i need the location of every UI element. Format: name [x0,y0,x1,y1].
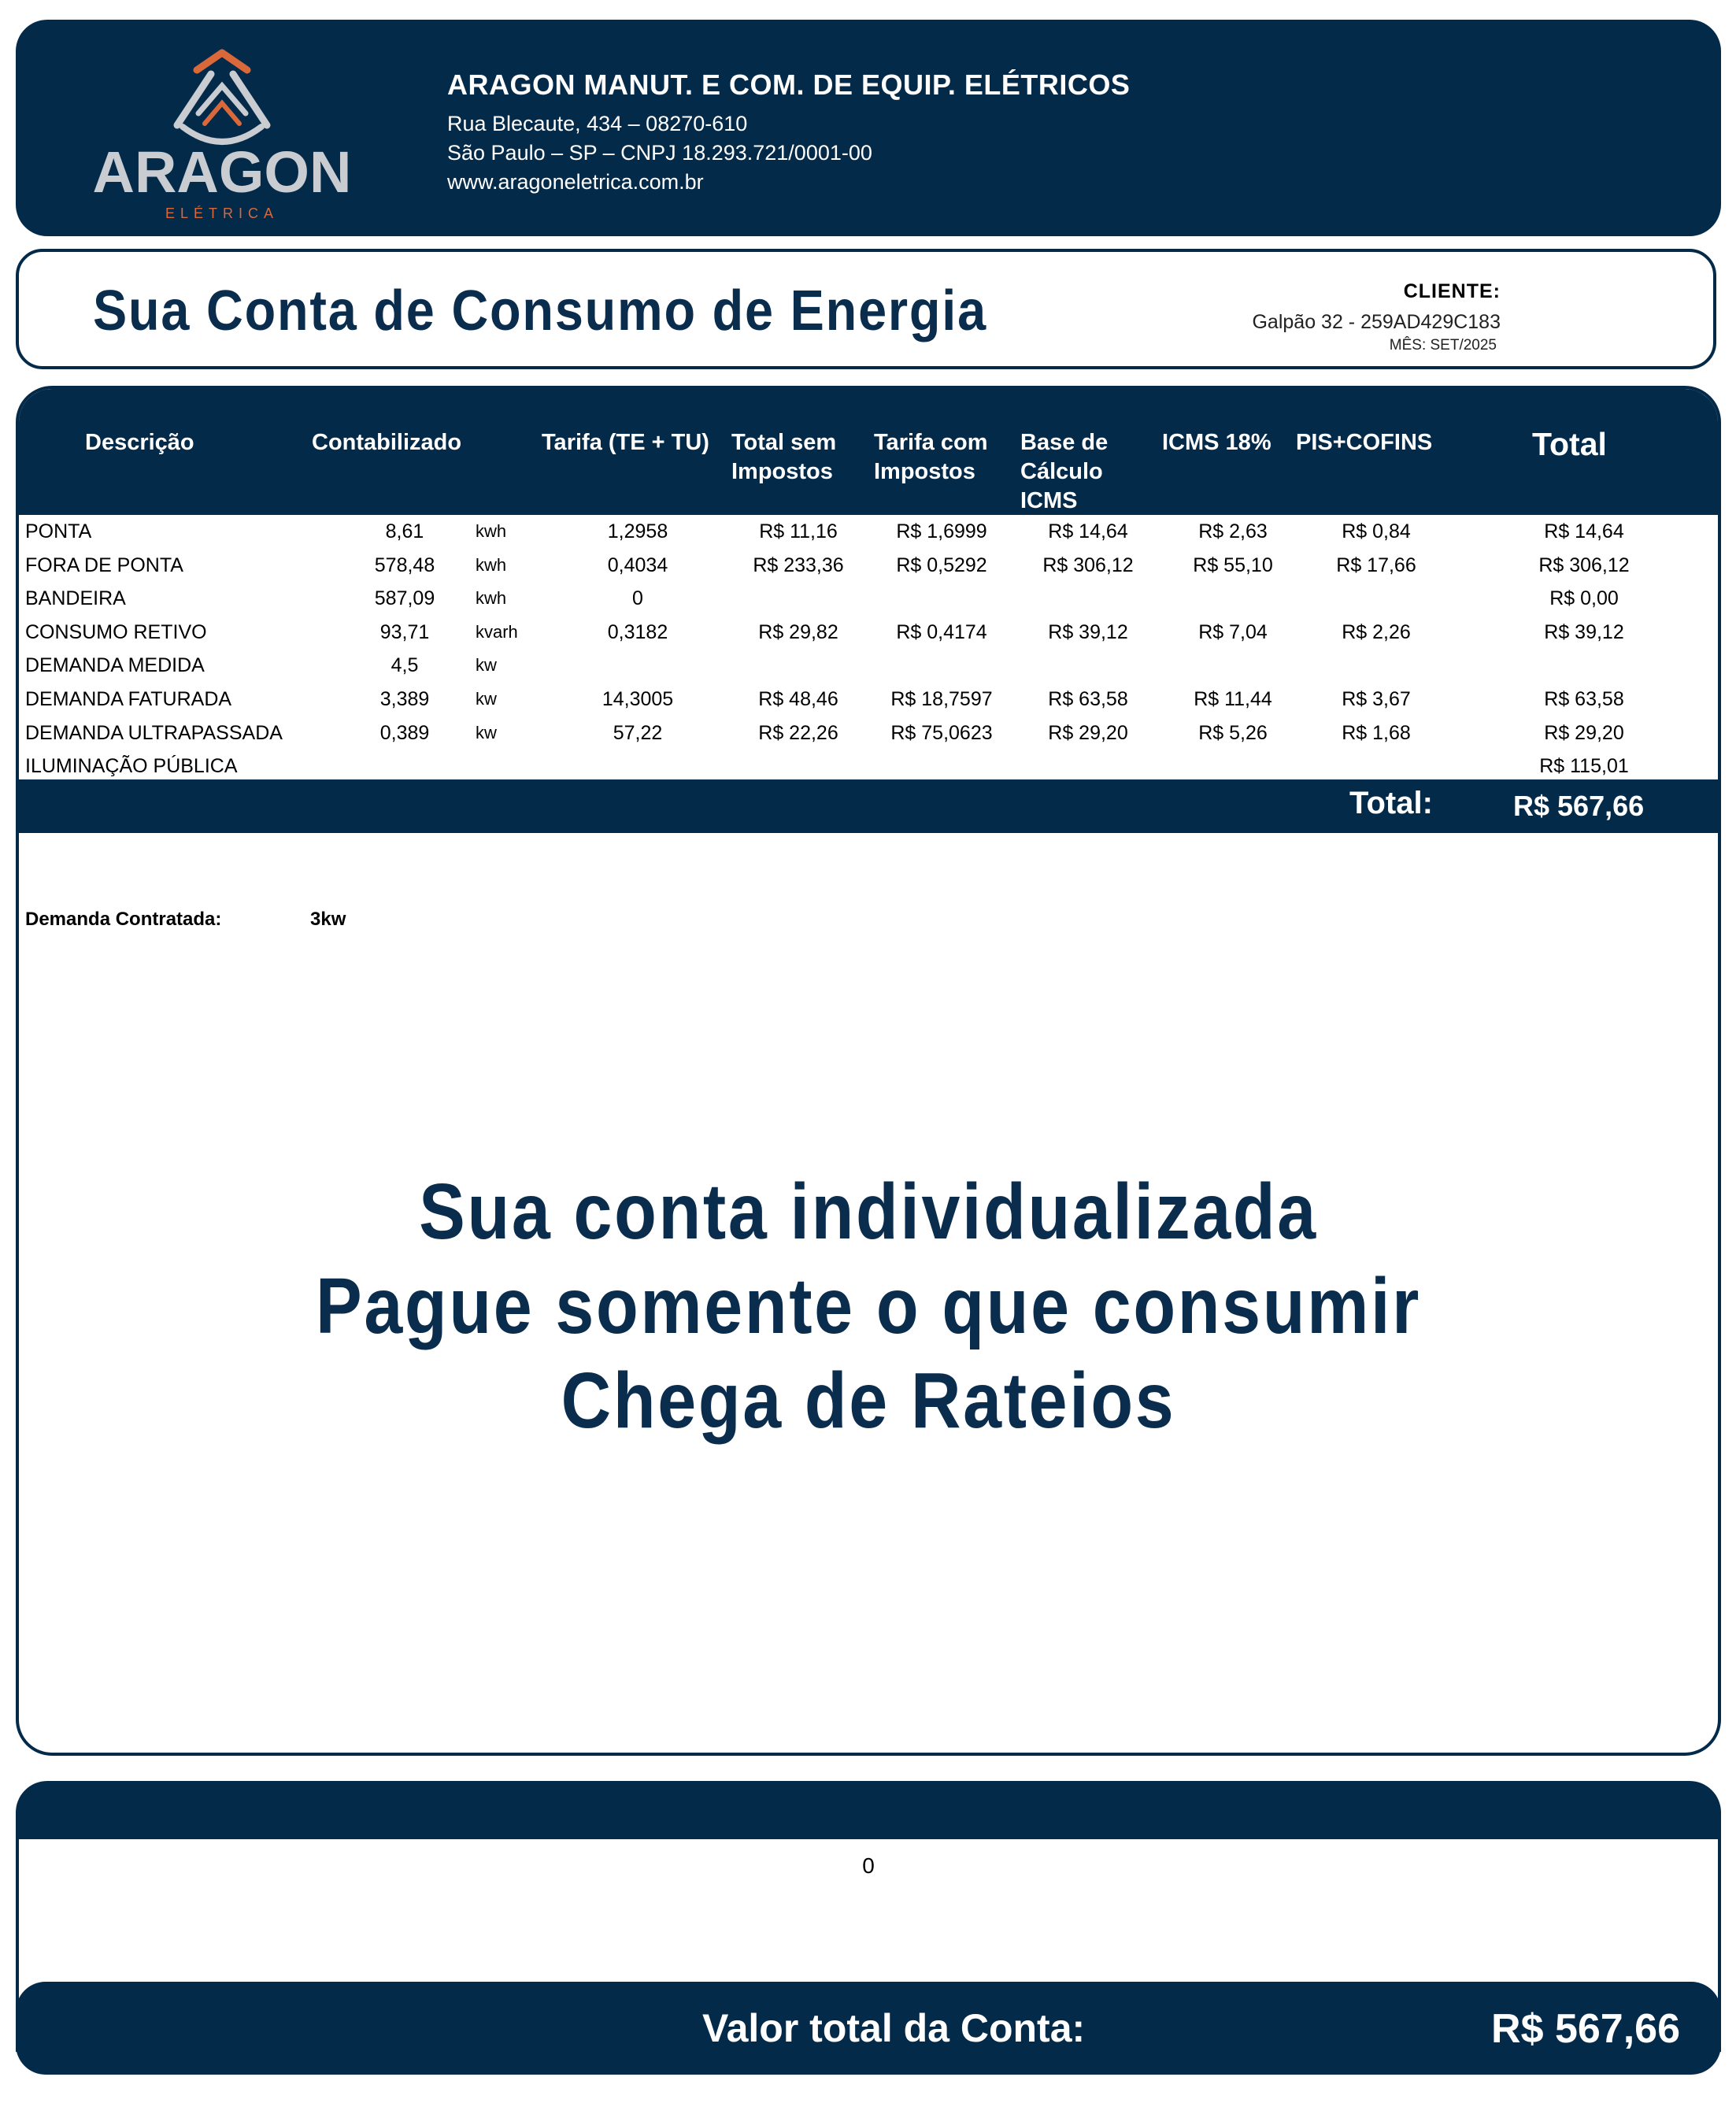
cell-total: R$ 306,12 [1538,553,1630,576]
logo-icon [79,39,378,224]
cell-base-calculo: R$ 14,64 [1048,520,1128,542]
table-row [19,515,1718,548]
cell-tarifa: 57,22 [613,721,663,744]
total-label: Total: [1349,786,1433,820]
client-label: CLIENTE: [1403,280,1501,302]
header-contabilizado: Contabilizado [312,430,462,455]
table-header [19,389,1718,515]
cell-base-calculo: R$ 63,58 [1048,688,1128,710]
consumption-table [16,386,1721,1756]
cell-base-calculo: R$ 29,20 [1048,721,1128,744]
cell-unidade: kw [476,689,497,709]
header-tarifa: Tarifa (TE + TU) [542,430,709,455]
client-value: Galpão 32 - 259AD429C183 [1252,311,1501,333]
company-website[interactable]: www.aragoneletrica.com.br [447,170,704,194]
header-tarifa-com-impostos [874,428,988,487]
cell-descricao: DEMANDA FATURADA [25,688,232,710]
cell-icms: R$ 5,26 [1198,721,1268,744]
cell-contabilizado: 8,61 [385,520,424,542]
company-city: São Paulo – SP – CNPJ 18.293.721/0001-00 [447,141,872,165]
company-header [16,20,1721,236]
footer-total-label: Valor total da Conta: [702,2006,1086,2050]
cell-unidade: kw [476,722,497,742]
cell-descricao: BANDEIRA [25,587,126,610]
cell-unidade: kwh [476,588,507,609]
cell-tarifa-com-impostos: R$ 75,0623 [890,721,993,744]
table-row [19,683,1718,716]
cell-total: R$ 63,58 [1544,688,1624,710]
cell-tarifa: 0,4034 [607,553,668,576]
header-descricao: Descrição [85,430,194,455]
cell-tarifa-com-impostos: R$ 0,5292 [896,553,987,576]
company-address: Rua Blecaute, 434 – 08270-610 [447,112,748,135]
cell-descricao: PONTA [25,520,92,542]
header-icms: ICMS 18% [1162,430,1271,455]
cell-unidade: kw [476,655,497,676]
cell-icms: R$ 11,44 [1194,688,1272,710]
cell-tarifa-com-impostos: R$ 1,6999 [896,520,987,542]
aragon-logo [79,39,378,224]
logo-sub: ELÉTRICA [165,205,279,221]
cell-total: R$ 14,64 [1544,520,1624,542]
company-name: ARAGON MANUT. E COM. DE EQUIP. ELÉTRICOS [447,68,1131,101]
bottom-value: 0 [862,1853,875,1878]
header-base-calculo [1020,428,1108,516]
cell-unidade: kvarh [476,621,518,642]
cell-descricao: DEMANDA ULTRAPASSADA [25,721,283,744]
header-pis-cofins: PIS+COFINS [1296,430,1433,455]
cell-icms: R$ 55,10 [1193,553,1273,576]
slogan-line2: Pague somente o que consumir [316,1262,1421,1350]
cell-descricao: ILUMINAÇÃO PÚBLICA [25,755,238,778]
table-row [19,616,1718,649]
cell-total: R$ 0,00 [1549,587,1619,610]
cell-contabilizado: 578,48 [374,553,435,576]
demanda-contratada-label: Demanda Contratada: [25,909,222,930]
slogan-line1: Sua conta individualizada [419,1168,1318,1256]
cell-total-sem-impostos: R$ 233,36 [753,553,844,576]
cell-tarifa: 14,3005 [601,688,674,710]
bottom-section [16,1781,1721,2096]
header-total-sem-impostos [731,428,836,487]
logo-word: ARAGON [92,139,352,205]
table-row [19,716,1718,750]
table-row [19,750,1718,783]
cell-tarifa-com-impostos: R$ 0,4174 [896,620,987,643]
footer-total-bar [16,1982,1721,2075]
total-value: R$ 567,66 [1513,790,1645,822]
cell-tarifa: 0 [632,587,643,610]
cell-total: R$ 39,12 [1544,620,1624,643]
cell-contabilizado: 93,71 [379,620,430,643]
cell-unidade: kwh [476,554,507,575]
cell-descricao: DEMANDA MEDIDA [25,654,205,677]
table-row [19,649,1718,682]
cell-pis-cofins: R$ 1,68 [1342,721,1411,744]
cell-total-sem-impostos: R$ 11,16 [759,520,838,542]
header-base-line3: ICMS [1020,488,1078,513]
cell-unidade: kwh [476,521,507,541]
page-title: Sua Conta de Consumo de Energia [93,280,987,342]
header-tarifa-com-line1: Tarifa com [874,430,988,455]
header-total: Total [1532,426,1607,462]
header-base-line2: Cálculo [1020,459,1103,484]
cell-pis-cofins: R$ 3,67 [1342,688,1411,710]
cell-contabilizado: 4,5 [391,654,419,677]
cell-total: R$ 29,20 [1544,721,1624,744]
cell-contabilizado: 0,389 [379,721,430,744]
header-tarifa-com-line2: Impostos [874,459,975,484]
header-total-sem-line1: Total sem [731,430,837,455]
cell-pis-cofins: R$ 2,26 [1342,620,1411,643]
cell-icms: R$ 7,04 [1198,620,1268,643]
slogan-line3: Chega de Rateios [561,1357,1176,1445]
cell-contabilizado: 3,389 [379,688,430,710]
total-bar [19,779,1718,833]
cell-base-calculo: R$ 306,12 [1042,553,1134,576]
footer-total-value: R$ 567,66 [1491,2006,1680,2052]
company-info [447,68,1130,197]
cell-total-sem-impostos: R$ 22,26 [758,721,838,744]
cell-tarifa-com-impostos: R$ 18,7597 [890,688,993,710]
demanda-contratada-value: 3kw [310,909,346,930]
slogan [19,1164,1718,1448]
billing-month: MÊS: SET/2025 [1389,337,1497,354]
cell-icms: R$ 2,63 [1198,520,1268,542]
cell-total: R$ 115,01 [1539,755,1629,778]
table-row [19,549,1718,582]
bottom-header-bar [16,1781,1721,1839]
cell-pis-cofins: R$ 0,84 [1342,520,1411,542]
cell-contabilizado: 587,09 [374,587,435,610]
cell-base-calculo: R$ 39,12 [1048,620,1128,643]
cell-total-sem-impostos: R$ 48,46 [758,688,838,710]
header-base-line1: Base de [1020,430,1109,455]
cell-tarifa: 1,2958 [607,520,668,542]
table-row [19,582,1718,615]
cell-tarifa: 0,3182 [607,620,668,643]
title-box [16,249,1716,369]
cell-pis-cofins: R$ 17,66 [1336,553,1416,576]
cell-total-sem-impostos: R$ 29,82 [758,620,838,643]
cell-descricao: CONSUMO RETIVO [25,620,207,643]
header-total-sem-line2: Impostos [731,459,833,484]
cell-descricao: FORA DE PONTA [25,553,183,576]
